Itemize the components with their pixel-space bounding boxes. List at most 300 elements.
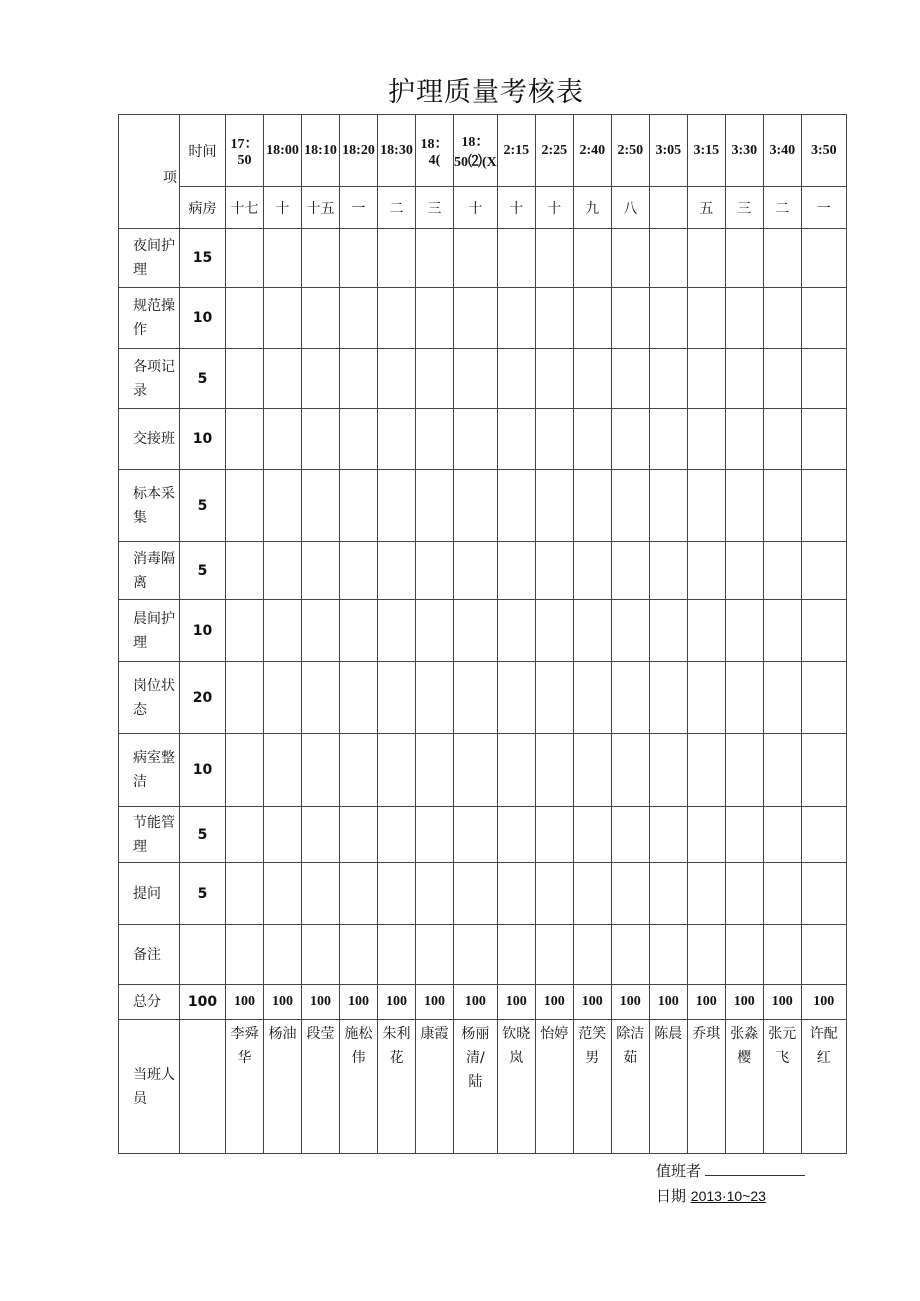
score-entry-cell[interactable] xyxy=(302,542,340,600)
score-entry-cell[interactable] xyxy=(649,925,687,985)
score-entry-cell[interactable] xyxy=(573,807,611,863)
category-name: 规范操作 xyxy=(133,298,175,338)
total-value-cell: 100 xyxy=(611,985,649,1020)
time-cell: 18:30 xyxy=(378,115,416,187)
score-entry-cell[interactable] xyxy=(725,863,763,925)
score-entry-cell[interactable] xyxy=(763,807,801,863)
score-entry-cell[interactable] xyxy=(649,542,687,600)
score-entry-cell[interactable] xyxy=(264,662,302,734)
staff-name: 杨油 xyxy=(268,1026,297,1042)
score-entry-cell[interactable] xyxy=(573,349,611,409)
score-entry-cell[interactable] xyxy=(454,470,498,542)
item-header-cell xyxy=(119,115,180,229)
staff-label: 当班人员 xyxy=(133,1066,175,1107)
score-entry-cell[interactable] xyxy=(226,470,264,542)
ward-cell xyxy=(649,187,687,229)
staff-name: 陈晨 xyxy=(654,1026,683,1042)
total-value-cell: 100 xyxy=(378,985,416,1020)
score-entry-cell[interactable] xyxy=(497,807,535,863)
total-value-cell: 100 xyxy=(226,985,264,1020)
staff-name-cell xyxy=(340,1020,378,1154)
score-entry-cell[interactable] xyxy=(302,409,340,470)
score-entry-cell[interactable] xyxy=(416,288,454,349)
score-entry-cell[interactable] xyxy=(801,807,846,863)
score-entry-cell[interactable] xyxy=(687,734,725,807)
score-entry-cell[interactable] xyxy=(264,734,302,807)
category-score: 5 xyxy=(180,542,226,600)
score-entry-cell[interactable] xyxy=(573,734,611,807)
category-name-cell xyxy=(119,229,180,288)
category-name-cell xyxy=(119,807,180,863)
ward-cell: 二 xyxy=(763,187,801,229)
score-entry-cell[interactable] xyxy=(611,662,649,734)
staff-name: 施松伟 xyxy=(344,1026,373,1066)
score-entry-cell[interactable] xyxy=(340,925,378,985)
score-entry-cell[interactable] xyxy=(801,600,846,662)
score-entry-cell[interactable] xyxy=(454,925,498,985)
score-entry-cell[interactable] xyxy=(649,662,687,734)
date-value: 2013·10~23 xyxy=(690,1188,766,1204)
staff-name-cell xyxy=(573,1020,611,1154)
ward-cell: 九 xyxy=(573,187,611,229)
score-entry-cell[interactable] xyxy=(687,229,725,288)
time-cell: 18:10 xyxy=(302,115,340,187)
staff-name-cell xyxy=(725,1020,763,1154)
ward-cell: 十 xyxy=(497,187,535,229)
score-entry-cell[interactable] xyxy=(264,288,302,349)
score-entry-cell[interactable] xyxy=(226,288,264,349)
score-entry-cell[interactable] xyxy=(340,349,378,409)
score-entry-cell[interactable] xyxy=(378,600,416,662)
score-entry-cell[interactable] xyxy=(801,542,846,600)
total-value-cell: 100 xyxy=(264,985,302,1020)
score-entry-cell[interactable] xyxy=(763,925,801,985)
total-value-cell: 100 xyxy=(687,985,725,1020)
score-entry-cell[interactable] xyxy=(454,409,498,470)
time-cell: 3:15 xyxy=(687,115,725,187)
score-entry-cell[interactable] xyxy=(264,807,302,863)
score-entry-cell[interactable] xyxy=(573,542,611,600)
ward-cell: 三 xyxy=(416,187,454,229)
score-entry-cell[interactable] xyxy=(264,925,302,985)
time-cell: 3:30 xyxy=(725,115,763,187)
score-entry-cell[interactable] xyxy=(454,600,498,662)
total-value-cell: 100 xyxy=(302,985,340,1020)
score-entry-cell[interactable] xyxy=(535,349,573,409)
category-score: 5 xyxy=(180,807,226,863)
score-entry-cell[interactable] xyxy=(725,734,763,807)
score-entry-cell[interactable] xyxy=(687,600,725,662)
category-name-cell xyxy=(119,409,180,470)
staff-name-cell xyxy=(801,1020,846,1154)
score-entry-cell[interactable] xyxy=(226,229,264,288)
category-score: 15 xyxy=(180,229,226,288)
total-value-cell: 100 xyxy=(497,985,535,1020)
score-entry-cell[interactable] xyxy=(340,662,378,734)
score-entry-cell[interactable] xyxy=(801,470,846,542)
total-value-cell: 100 xyxy=(340,985,378,1020)
score-entry-cell[interactable] xyxy=(340,409,378,470)
score-entry-cell[interactable] xyxy=(340,600,378,662)
score-entry-cell[interactable] xyxy=(378,863,416,925)
score-entry-cell[interactable] xyxy=(497,409,535,470)
score-entry-cell[interactable] xyxy=(378,349,416,409)
category-name: 夜间护理 xyxy=(133,238,175,278)
score-entry-cell[interactable] xyxy=(725,807,763,863)
score-entry-cell[interactable] xyxy=(687,925,725,985)
score-entry-cell[interactable] xyxy=(725,600,763,662)
score-entry-cell[interactable] xyxy=(535,807,573,863)
staff-name: 钦晓岚 xyxy=(502,1026,531,1066)
score-entry-cell[interactable] xyxy=(416,229,454,288)
category-score xyxy=(180,925,226,985)
duty-label: 值班者 xyxy=(656,1162,702,1180)
score-entry-cell[interactable] xyxy=(378,409,416,470)
score-entry-cell[interactable] xyxy=(725,349,763,409)
category-score: 5 xyxy=(180,470,226,542)
category-name: 岗位状态 xyxy=(133,677,175,718)
ward-label: 病房 xyxy=(180,187,226,229)
category-score: 10 xyxy=(180,734,226,807)
score-entry-cell[interactable] xyxy=(302,863,340,925)
score-entry-cell[interactable] xyxy=(302,662,340,734)
staff-row xyxy=(119,1020,847,1154)
score-entry-cell[interactable] xyxy=(226,409,264,470)
category-name: 提问 xyxy=(133,885,161,902)
category-name-cell xyxy=(119,600,180,662)
category-name: 交接班 xyxy=(133,431,175,447)
score-entry-cell[interactable] xyxy=(497,925,535,985)
total-value-cell: 100 xyxy=(416,985,454,1020)
score-entry-cell[interactable] xyxy=(535,863,573,925)
score-entry-cell[interactable] xyxy=(454,807,498,863)
staff-name: 怡婷 xyxy=(540,1026,569,1042)
score-entry-cell[interactable] xyxy=(611,600,649,662)
score-entry-cell[interactable] xyxy=(611,470,649,542)
score-entry-cell[interactable] xyxy=(378,542,416,600)
score-entry-cell[interactable] xyxy=(264,409,302,470)
score-entry-cell[interactable] xyxy=(454,288,498,349)
score-entry-cell[interactable] xyxy=(801,288,846,349)
score-entry-cell[interactable] xyxy=(340,734,378,807)
score-entry-cell[interactable] xyxy=(801,349,846,409)
score-entry-cell[interactable] xyxy=(687,807,725,863)
score-entry-cell[interactable] xyxy=(611,807,649,863)
date-label: 日期 xyxy=(656,1187,687,1205)
score-entry-cell[interactable] xyxy=(649,734,687,807)
score-entry-cell[interactable] xyxy=(573,600,611,662)
staff-name: 朱利花 xyxy=(382,1026,411,1066)
score-entry-cell[interactable] xyxy=(801,863,846,925)
score-entry-cell[interactable] xyxy=(611,734,649,807)
score-entry-cell[interactable] xyxy=(226,662,264,734)
category-name: 各项记录 xyxy=(133,358,175,399)
score-entry-cell[interactable] xyxy=(687,409,725,470)
score-entry-cell[interactable] xyxy=(649,349,687,409)
score-entry-cell[interactable] xyxy=(226,600,264,662)
score-entry-cell[interactable] xyxy=(763,349,801,409)
score-entry-cell[interactable] xyxy=(687,662,725,734)
score-entry-cell[interactable] xyxy=(725,542,763,600)
score-entry-cell[interactable] xyxy=(687,288,725,349)
score-entry-cell[interactable] xyxy=(416,409,454,470)
score-entry-cell[interactable] xyxy=(416,470,454,542)
category-name-cell xyxy=(119,542,180,600)
score-entry-cell[interactable] xyxy=(649,470,687,542)
score-entry-cell[interactable] xyxy=(649,600,687,662)
score-entry-cell[interactable] xyxy=(573,925,611,985)
category-score: 5 xyxy=(180,349,226,409)
score-entry-cell[interactable] xyxy=(725,288,763,349)
score-entry-cell[interactable] xyxy=(573,229,611,288)
score-entry-cell[interactable] xyxy=(497,349,535,409)
score-entry-cell[interactable] xyxy=(763,662,801,734)
score-entry-cell[interactable] xyxy=(226,542,264,600)
category-row xyxy=(119,662,847,734)
score-entry-cell[interactable] xyxy=(416,349,454,409)
total-value-cell: 100 xyxy=(649,985,687,1020)
staff-blank-cell xyxy=(180,1020,226,1154)
score-entry-cell[interactable] xyxy=(535,925,573,985)
score-entry-cell[interactable] xyxy=(649,409,687,470)
score-entry-cell[interactable] xyxy=(416,734,454,807)
score-entry-cell[interactable] xyxy=(378,662,416,734)
category-row xyxy=(119,863,847,925)
score-entry-cell[interactable] xyxy=(535,662,573,734)
score-entry-cell[interactable] xyxy=(611,542,649,600)
category-name-cell xyxy=(119,734,180,807)
score-entry-cell[interactable] xyxy=(264,229,302,288)
signature-line[interactable] xyxy=(705,1163,805,1176)
score-entry-cell[interactable] xyxy=(454,662,498,734)
header-time-row xyxy=(119,115,847,187)
staff-name: 李舜华 xyxy=(230,1026,259,1066)
score-entry-cell[interactable] xyxy=(763,734,801,807)
category-row xyxy=(119,470,847,542)
category-name: 备注 xyxy=(133,946,161,963)
score-entry-cell[interactable] xyxy=(573,662,611,734)
score-entry-cell[interactable] xyxy=(801,662,846,734)
score-entry-cell[interactable] xyxy=(226,925,264,985)
ward-cell: 五 xyxy=(687,187,725,229)
category-row xyxy=(119,288,847,349)
score-entry-cell[interactable] xyxy=(725,409,763,470)
score-entry-cell[interactable] xyxy=(763,288,801,349)
score-entry-cell[interactable] xyxy=(687,542,725,600)
category-name: 晨间护理 xyxy=(133,610,175,651)
score-entry-cell[interactable] xyxy=(535,409,573,470)
staff-name-cell xyxy=(763,1020,801,1154)
score-entry-cell[interactable] xyxy=(416,863,454,925)
category-row xyxy=(119,925,847,985)
header-ward-row xyxy=(119,187,847,229)
score-entry-cell[interactable] xyxy=(264,863,302,925)
category-name-cell xyxy=(119,470,180,542)
score-entry-cell[interactable] xyxy=(340,288,378,349)
score-entry-cell[interactable] xyxy=(573,863,611,925)
duty-signature xyxy=(656,1160,805,1181)
score-entry-cell[interactable] xyxy=(535,288,573,349)
score-entry-cell[interactable] xyxy=(725,662,763,734)
score-entry-cell[interactable] xyxy=(454,542,498,600)
score-entry-cell[interactable] xyxy=(340,470,378,542)
score-entry-cell[interactable] xyxy=(535,470,573,542)
score-entry-cell[interactable] xyxy=(226,349,264,409)
ward-cell: 一 xyxy=(340,187,378,229)
score-entry-cell[interactable] xyxy=(264,349,302,409)
score-entry-cell[interactable] xyxy=(416,807,454,863)
score-entry-cell[interactable] xyxy=(454,734,498,807)
score-entry-cell[interactable] xyxy=(416,600,454,662)
score-entry-cell[interactable] xyxy=(264,470,302,542)
time-cell: 18:00 xyxy=(264,115,302,187)
score-entry-cell[interactable] xyxy=(573,470,611,542)
staff-name-cell xyxy=(264,1020,302,1154)
score-entry-cell[interactable] xyxy=(497,734,535,807)
score-entry-cell[interactable] xyxy=(340,542,378,600)
score-entry-cell[interactable] xyxy=(340,863,378,925)
score-entry-cell[interactable] xyxy=(763,229,801,288)
score-entry-cell[interactable] xyxy=(535,600,573,662)
score-entry-cell[interactable] xyxy=(302,288,340,349)
staff-name-cell xyxy=(649,1020,687,1154)
score-entry-cell[interactable] xyxy=(763,542,801,600)
category-score: 10 xyxy=(180,409,226,470)
score-entry-cell[interactable] xyxy=(302,600,340,662)
score-entry-cell[interactable] xyxy=(573,288,611,349)
staff-name-cell xyxy=(416,1020,454,1154)
score-entry-cell[interactable] xyxy=(649,229,687,288)
score-entry-cell[interactable] xyxy=(725,470,763,542)
score-entry-cell[interactable] xyxy=(611,288,649,349)
category-row xyxy=(119,542,847,600)
score-entry-cell[interactable] xyxy=(801,925,846,985)
score-entry-cell[interactable] xyxy=(497,470,535,542)
score-entry-cell[interactable] xyxy=(573,409,611,470)
score-entry-cell[interactable] xyxy=(378,229,416,288)
score-entry-cell[interactable] xyxy=(454,863,498,925)
score-entry-cell[interactable] xyxy=(535,229,573,288)
score-entry-cell[interactable] xyxy=(226,863,264,925)
staff-name: 许配红 xyxy=(809,1026,838,1066)
score-entry-cell[interactable] xyxy=(378,288,416,349)
category-row xyxy=(119,734,847,807)
score-entry-cell[interactable] xyxy=(302,229,340,288)
total-score: 100 xyxy=(180,985,226,1020)
ward-cell: 一 xyxy=(801,187,846,229)
score-entry-cell[interactable] xyxy=(611,863,649,925)
score-entry-cell[interactable] xyxy=(302,734,340,807)
staff-name-cell xyxy=(226,1020,264,1154)
score-entry-cell[interactable] xyxy=(649,863,687,925)
score-entry-cell[interactable] xyxy=(454,349,498,409)
score-entry-cell[interactable] xyxy=(264,542,302,600)
score-entry-cell[interactable] xyxy=(340,229,378,288)
category-name-cell xyxy=(119,863,180,925)
ward-cell: 十五 xyxy=(302,187,340,229)
time-cell: 17：50 xyxy=(226,115,264,187)
score-entry-cell[interactable] xyxy=(497,662,535,734)
score-entry-cell[interactable] xyxy=(378,470,416,542)
time-cell: 3:50 xyxy=(801,115,846,187)
score-entry-cell[interactable] xyxy=(340,807,378,863)
staff-name: 乔琪 xyxy=(692,1026,721,1042)
score-entry-cell[interactable] xyxy=(611,409,649,470)
ward-cell: 十 xyxy=(454,187,498,229)
score-entry-cell[interactable] xyxy=(416,662,454,734)
score-entry-cell[interactable] xyxy=(801,409,846,470)
score-entry-cell[interactable] xyxy=(687,349,725,409)
time-cell: 2:25 xyxy=(535,115,573,187)
score-entry-cell[interactable] xyxy=(302,807,340,863)
score-entry-cell[interactable] xyxy=(611,349,649,409)
category-name: 病室整洁 xyxy=(133,750,175,790)
score-entry-cell[interactable] xyxy=(535,542,573,600)
time-cell: 2:50 xyxy=(611,115,649,187)
staff-name-cell xyxy=(535,1020,573,1154)
score-entry-cell[interactable] xyxy=(687,863,725,925)
category-row xyxy=(119,807,847,863)
category-name-cell xyxy=(119,349,180,409)
score-entry-cell[interactable] xyxy=(687,470,725,542)
total-label: 总分 xyxy=(119,985,180,1020)
score-entry-cell[interactable] xyxy=(649,288,687,349)
time-cell: 2:40 xyxy=(573,115,611,187)
score-entry-cell[interactable] xyxy=(264,600,302,662)
score-entry-cell[interactable] xyxy=(497,863,535,925)
score-entry-cell[interactable] xyxy=(611,229,649,288)
score-entry-cell[interactable] xyxy=(454,229,498,288)
score-entry-cell[interactable] xyxy=(801,229,846,288)
score-entry-cell[interactable] xyxy=(801,734,846,807)
score-entry-cell[interactable] xyxy=(416,925,454,985)
ward-cell: 二 xyxy=(378,187,416,229)
score-entry-cell[interactable] xyxy=(725,925,763,985)
item-label: 项 xyxy=(163,170,177,186)
time-cell: 3:05 xyxy=(649,115,687,187)
score-entry-cell[interactable] xyxy=(763,409,801,470)
score-entry-cell[interactable] xyxy=(302,925,340,985)
score-entry-cell[interactable] xyxy=(226,807,264,863)
score-entry-cell[interactable] xyxy=(302,470,340,542)
score-entry-cell[interactable] xyxy=(497,229,535,288)
category-row xyxy=(119,349,847,409)
score-entry-cell[interactable] xyxy=(497,600,535,662)
score-entry-cell[interactable] xyxy=(416,542,454,600)
ward-cell: 八 xyxy=(611,187,649,229)
score-entry-cell[interactable] xyxy=(649,807,687,863)
category-name: 消毒隔离 xyxy=(133,550,175,591)
score-entry-cell[interactable] xyxy=(226,734,264,807)
score-entry-cell[interactable] xyxy=(725,229,763,288)
score-entry-cell[interactable] xyxy=(378,807,416,863)
category-name-cell xyxy=(119,925,180,985)
score-entry-cell[interactable] xyxy=(763,600,801,662)
score-entry-cell[interactable] xyxy=(611,925,649,985)
staff-name-cell xyxy=(302,1020,340,1154)
score-entry-cell[interactable] xyxy=(302,349,340,409)
score-entry-cell[interactable] xyxy=(378,925,416,985)
total-row xyxy=(119,985,847,1020)
ward-cell: 十 xyxy=(535,187,573,229)
score-entry-cell[interactable] xyxy=(763,470,801,542)
score-entry-cell[interactable] xyxy=(497,288,535,349)
score-entry-cell[interactable] xyxy=(497,542,535,600)
staff-name: 除洁茹 xyxy=(616,1026,645,1066)
score-entry-cell[interactable] xyxy=(763,863,801,925)
score-entry-cell[interactable] xyxy=(378,734,416,807)
score-entry-cell[interactable] xyxy=(535,734,573,807)
